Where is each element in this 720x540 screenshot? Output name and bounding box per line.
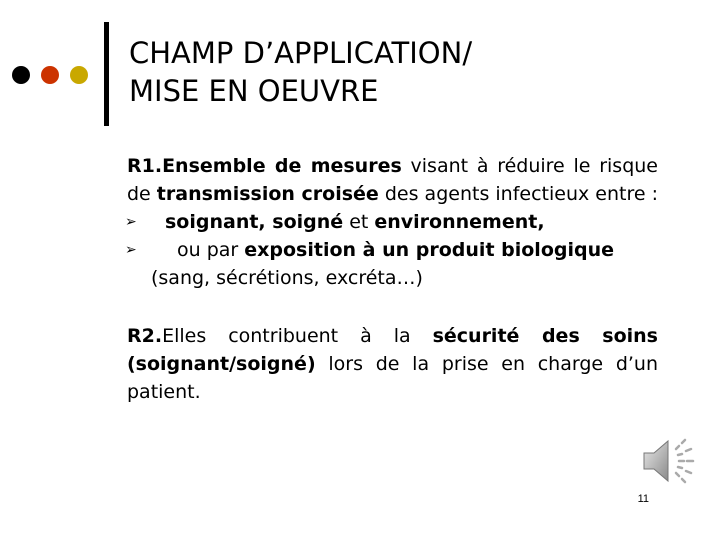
r1-term-1: Ensemble de mesures [162,155,402,177]
arrowhead-bullet-icon: ➢ [125,242,137,258]
bullet-item-2 [127,236,658,264]
slide-body [127,152,658,406]
r1-paragraph [127,152,658,208]
r2-term-1: sécurité des soins [432,325,658,347]
r1-term-2: transmission croisée [156,183,379,205]
r1-text-2: des agents infectieux entre : [378,183,658,205]
arrowhead-bullet-icon: ➢ [125,214,137,230]
speaker-icon[interactable] [640,433,696,489]
yellow-dot-icon [70,66,88,84]
bullet2-term-1: exposition à un produit biologique [244,239,614,261]
red-dot-icon [41,66,59,84]
page-number: 11 [637,493,649,505]
r2-term-2: (soignant/soigné) [127,353,316,375]
bullet2-text-1: ou par [177,239,245,261]
bullet1-term-2: environnement, [374,211,545,233]
bullet-item-1 [127,208,658,236]
black-dot-icon [12,66,30,84]
r2-paragraph [127,322,658,406]
r2-text-1: Elles contribuent à la [162,325,433,347]
title-line-1: CHAMP D’APPLICATION/ [129,36,473,70]
bullet2-continuation: (sang, sécrétions, excréta…) [151,267,423,289]
bullet1-term-1: soignant, soigné [165,211,344,233]
r1-label: R1. [127,155,163,177]
r1-text-1: visant à réduire le risque de [127,155,658,205]
r2-label: R2. [127,325,163,347]
title-divider [104,22,109,126]
title-line-2: MISE EN OEUVRE [129,74,379,108]
bullet1-text-1: et [343,211,375,233]
slide-title [129,34,689,110]
r2-text-3: lors de la prise en charge d’un patient. [127,353,658,403]
